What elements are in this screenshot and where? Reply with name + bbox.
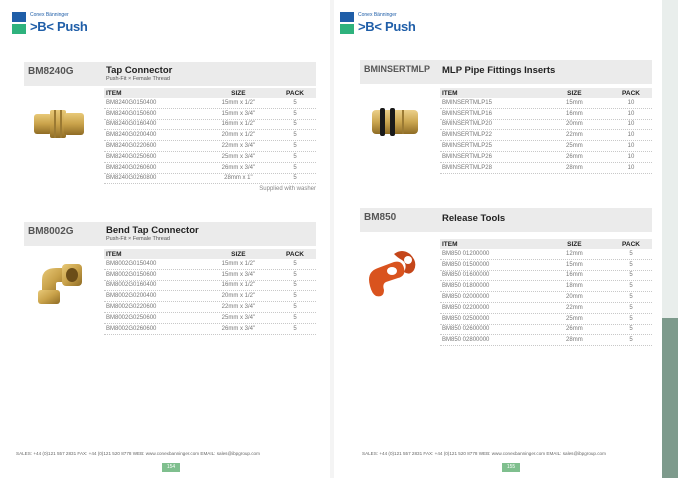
cell-item: BM8240G0160400 [106, 121, 157, 128]
table-bminsertmlp [440, 88, 652, 174]
cell-size: 25mm [566, 143, 583, 150]
cell-size: 28mm [566, 337, 583, 344]
cell-item: BM8240G0220600 [106, 143, 157, 150]
section-bm850 [360, 208, 652, 232]
cell-item: BM850 01500000 [442, 261, 490, 268]
right-page [334, 0, 662, 478]
section-bm8002g [24, 222, 316, 246]
footer-contact: SALES: +44 (0)121 557 2831 FAX: +44 (0)121 520 8778 WEB: www.conexbanninger.com EMAIL: sales@ibpgroup.com [16, 451, 260, 456]
table-bm850 [440, 239, 652, 346]
cell-pack: 5 [629, 315, 633, 322]
cell-pack: 5 [629, 337, 633, 344]
cell-size: 26mm [566, 153, 583, 160]
cell-pack: 5 [293, 132, 297, 139]
table-row [440, 303, 652, 314]
table-header [440, 239, 652, 249]
cell-item: BMINSERTMLP26 [442, 153, 492, 160]
section-title: MLP Pipe Fittings Inserts [442, 65, 556, 76]
table-row [440, 130, 652, 141]
cell-item: BM850 02800000 [442, 337, 490, 344]
cell-pack: 5 [293, 164, 297, 171]
table-row [440, 271, 652, 282]
col-size: SIZE [231, 89, 246, 97]
table-row [104, 302, 316, 313]
page-number: 154 [162, 463, 180, 472]
section-header [360, 208, 652, 232]
cell-size: 20mm [566, 294, 583, 301]
cell-pack: 5 [293, 260, 297, 267]
cell-pack: 5 [293, 271, 297, 278]
table-row [440, 281, 652, 292]
left-page [0, 0, 330, 478]
cell-pack: 5 [629, 283, 633, 290]
cell-item: BM850 02600000 [442, 326, 490, 333]
col-item: ITEM [106, 89, 122, 97]
cell-pack: 10 [627, 110, 635, 117]
page-edge-bar [662, 0, 678, 478]
col-item: ITEM [106, 250, 122, 258]
cell-size: 16mm [566, 110, 583, 117]
section-title: Release Tools [442, 213, 506, 224]
cell-size: 15mm [566, 261, 583, 268]
cell-pack: 10 [627, 121, 635, 128]
cell-item: BM850 01600000 [442, 272, 490, 279]
cell-item: BM8240G0260600 [106, 164, 157, 171]
cell-size: 16mm [566, 272, 583, 279]
tap-connector-image [32, 104, 86, 149]
cell-size: 25mm [566, 315, 583, 322]
cell-item: BM850 01800000 [442, 283, 490, 290]
cell-item: BMINSERTMLP28 [442, 164, 492, 171]
cell-size: 15mm [566, 99, 583, 106]
cell-item: BM850 02500000 [442, 315, 490, 322]
footer-contact: SALES: +44 (0)121 557 2831 FAX: +44 (0)121 520 8778 WEB: www.conexbanninger.com EMAIL: sales@ibpgroup.com [362, 451, 606, 456]
col-item: ITEM [442, 89, 458, 97]
mlp-insert-image [370, 102, 420, 147]
cell-pack: 5 [629, 304, 633, 311]
col-pack: PACK [622, 240, 640, 248]
cell-item: BM850 02200000 [442, 304, 490, 311]
table-row [440, 141, 652, 152]
page-edge-accent [662, 318, 678, 478]
cell-size: 15mm x 3/4" [221, 110, 256, 117]
cell-item: BMINSERTMLP22 [442, 132, 492, 139]
bend-tap-connector-image [36, 262, 86, 311]
cell-pack: 5 [629, 272, 633, 279]
table-row [104, 120, 316, 131]
page-number: 155 [502, 463, 520, 472]
release-tool-image [364, 246, 424, 307]
cell-size: 26mm x 3/4" [221, 325, 256, 332]
section-bminsertmlp [360, 60, 652, 84]
section-header [24, 222, 316, 246]
cell-size: 25mm x 3/4" [221, 153, 256, 160]
brand-logo [12, 12, 88, 34]
cell-item: BMINSERTMLP16 [442, 110, 492, 117]
table-row [104, 270, 316, 281]
cell-item: BMINSERTMLP20 [442, 121, 492, 128]
cell-size: 22mm [566, 132, 583, 139]
table-row [440, 98, 652, 109]
section-code: BMINSERTMLP [364, 64, 430, 74]
cell-item: BMINSERTMLP25 [442, 143, 492, 150]
table-header [104, 88, 316, 98]
cell-pack: 10 [627, 164, 635, 171]
table-row [104, 174, 316, 185]
logo-product: >B< Push [30, 19, 88, 34]
cell-pack: 5 [293, 293, 297, 300]
cell-pack: 5 [629, 250, 633, 257]
cell-pack: 5 [293, 153, 297, 160]
cell-pack: 5 [629, 326, 633, 333]
logo-product: >B< Push [358, 19, 416, 34]
cell-size: 16mm x 1/2" [221, 121, 256, 128]
cell-size: 26mm [566, 326, 583, 333]
table-row [104, 259, 316, 270]
cell-pack: 5 [293, 282, 297, 289]
cell-pack: 5 [293, 304, 297, 311]
table-row [104, 291, 316, 302]
cell-item: BM8002G0150600 [106, 271, 157, 278]
col-item: ITEM [442, 240, 458, 248]
cell-pack: 5 [293, 121, 297, 128]
cell-pack: 5 [293, 110, 297, 117]
cell-pack: 5 [293, 143, 297, 150]
table-row [440, 120, 652, 131]
cell-item: BM8002G0220600 [106, 304, 157, 311]
table-row [440, 109, 652, 120]
logo-mark-icon [12, 12, 26, 34]
section-subtitle: Push-Fit × Female Thread [106, 236, 170, 242]
table-row [440, 152, 652, 163]
cell-pack: 10 [627, 132, 635, 139]
cell-item: BM8240G0200400 [106, 132, 157, 139]
table-row [104, 130, 316, 141]
cell-size: 28mm [566, 164, 583, 171]
cell-size: 22mm x 3/4" [221, 143, 256, 150]
cell-pack: 5 [293, 175, 297, 182]
cell-item: BM850 02000000 [442, 294, 490, 301]
cell-item: BM8002G0250600 [106, 314, 157, 321]
cell-item: BM8002G0260600 [106, 325, 157, 332]
col-pack: PACK [622, 89, 640, 97]
section-bm8240g [24, 62, 316, 86]
table-row [104, 324, 316, 335]
cell-size: 15mm x 3/4" [221, 271, 256, 278]
section-title: Bend Tap Connector [106, 225, 199, 236]
table-bm8240g [104, 88, 316, 192]
section-header [360, 60, 652, 84]
section-code: BM850 [364, 212, 397, 223]
table-row [440, 249, 652, 260]
table-header [104, 249, 316, 259]
cell-size: 25mm x 3/4" [221, 314, 256, 321]
table-row [104, 313, 316, 324]
section-title: Tap Connector [106, 65, 173, 76]
cell-size: 28mm x 1" [224, 175, 253, 182]
cell-item: BM8002G0160400 [106, 282, 157, 289]
cell-size: 15mm x 1/2" [221, 99, 256, 106]
col-size: SIZE [567, 240, 582, 248]
table-row [104, 109, 316, 120]
cell-size: 20mm x 1/2" [221, 293, 256, 300]
cell-item: BM8240G0150600 [106, 110, 157, 117]
cell-item: BM8240G0250600 [106, 153, 157, 160]
cell-pack: 5 [293, 314, 297, 321]
cell-size: 16mm x 1/2" [221, 282, 256, 289]
cell-size: 26mm x 3/4" [221, 164, 256, 171]
cell-size: 20mm x 1/2" [221, 132, 256, 139]
col-pack: PACK [286, 250, 304, 258]
table-row [104, 163, 316, 174]
brand-logo [340, 12, 416, 34]
table-row [104, 98, 316, 109]
cell-item: BM8002G0150400 [106, 260, 157, 267]
cell-size: 22mm [566, 304, 583, 311]
cell-size: 12mm [566, 250, 583, 257]
section-code: BM8002G [28, 226, 74, 237]
logo-brand: Conex Bänninger [358, 12, 397, 18]
cell-pack: 5 [293, 99, 297, 106]
cell-pack: 10 [627, 143, 635, 150]
table-bm8002g [104, 249, 316, 335]
section-subtitle: Push-Fit × Female Thread [106, 76, 170, 82]
table-row [104, 281, 316, 292]
cell-item: BM850 01200000 [442, 250, 490, 257]
table-row [440, 260, 652, 271]
cell-pack: 5 [293, 325, 297, 332]
logo-mark-icon [340, 12, 354, 34]
table-row [440, 163, 652, 174]
cell-item: BM8240G0150400 [106, 99, 157, 106]
supplied-note: Supplied with washer [259, 186, 316, 193]
col-pack: PACK [286, 89, 304, 97]
table-row [440, 314, 652, 325]
table-row [104, 141, 316, 152]
cell-pack: 10 [627, 153, 635, 160]
table-row [440, 292, 652, 303]
cell-item: BM8002G0200400 [106, 293, 157, 300]
cell-pack: 5 [629, 294, 633, 301]
col-size: SIZE [567, 89, 582, 97]
cell-size: 22mm x 3/4" [221, 304, 256, 311]
cell-size: 20mm [566, 121, 583, 128]
table-row [104, 152, 316, 163]
cell-size: 18mm [566, 283, 583, 290]
section-code: BM8240G [28, 66, 74, 77]
logo-brand: Conex Bänninger [30, 12, 69, 18]
cell-pack: 5 [629, 261, 633, 268]
cell-item: BM8240G0260800 [106, 175, 157, 182]
table-header [440, 88, 652, 98]
cell-pack: 10 [627, 99, 635, 106]
section-header [24, 62, 316, 86]
table-row [440, 335, 652, 346]
table-row [440, 325, 652, 336]
col-size: SIZE [231, 250, 246, 258]
cell-item: BMINSERTMLP15 [442, 99, 492, 106]
cell-size: 15mm x 1/2" [221, 260, 256, 267]
